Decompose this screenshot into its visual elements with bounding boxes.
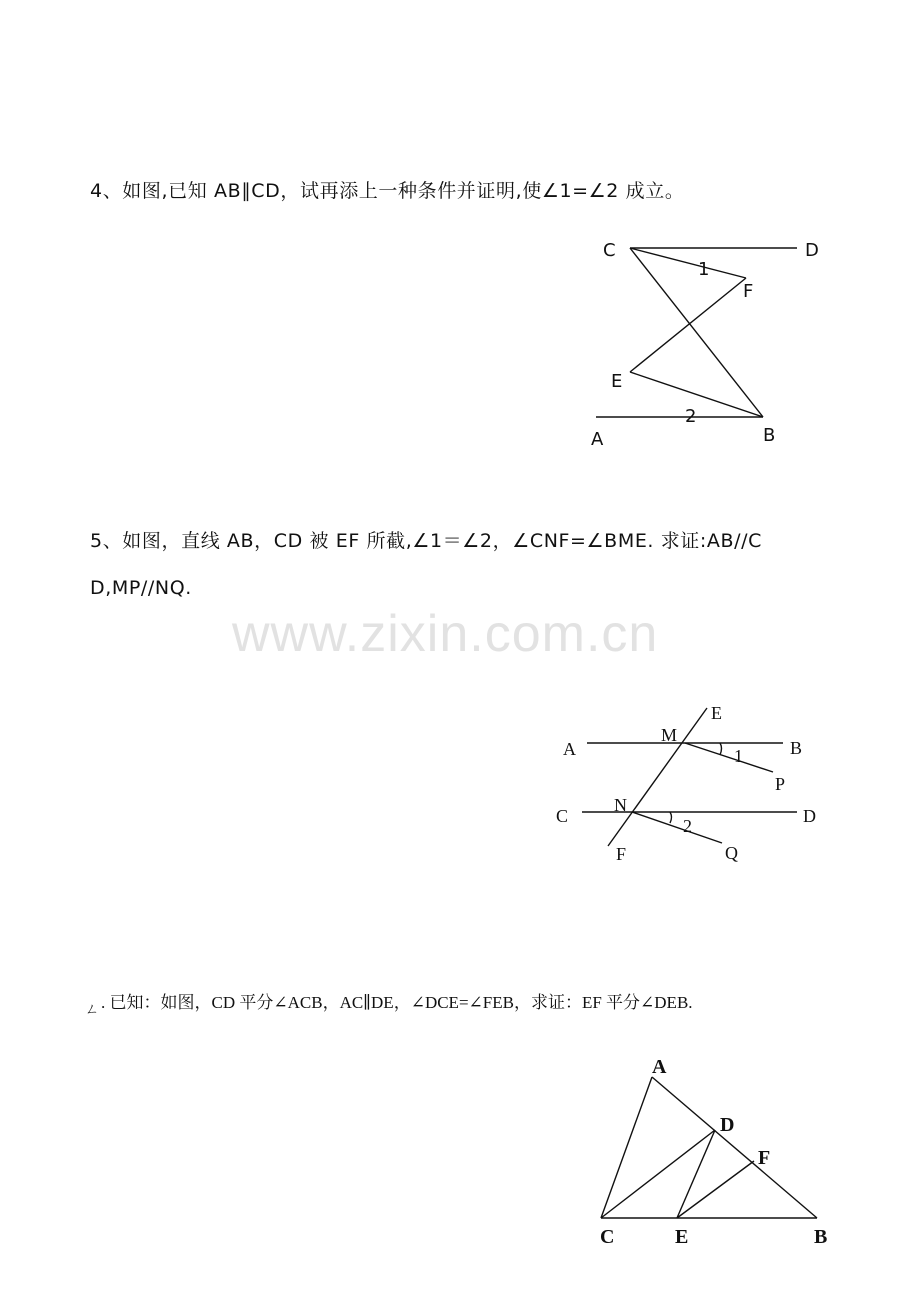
- label-n: N: [614, 795, 627, 815]
- label-c: C: [600, 1226, 615, 1248]
- label-angle-2: 2: [685, 406, 697, 427]
- label-b: B: [814, 1226, 828, 1248]
- label-a: A: [563, 739, 576, 759]
- problem-5-line-1: 5、如图，直线 AB，CD 被 EF 所截,∠1＝∠2，∠CNF=∠BME. 求证:AB//C: [90, 530, 763, 552]
- label-e: E: [675, 1226, 689, 1248]
- label-f: F: [758, 1147, 771, 1169]
- problem-4-text: 4、如图,已知 AB∥CD，试再添上一种条件并证明,使∠1=∠2 成立。: [90, 180, 685, 202]
- label-m: M: [661, 725, 678, 745]
- segment-ab: [652, 1077, 817, 1218]
- label-e: E: [711, 703, 722, 723]
- label-angle-1: 1: [734, 746, 743, 766]
- label-angle-2: 2: [683, 816, 692, 836]
- label-a: A: [591, 429, 604, 450]
- label-a: A: [652, 1056, 667, 1078]
- label-f: F: [743, 281, 754, 302]
- segment-ca: [601, 1077, 652, 1218]
- label-p: P: [775, 774, 786, 794]
- problem-5-line-2: D,MP//NQ.: [90, 577, 192, 599]
- segment-cd: [601, 1130, 715, 1218]
- label-d: D: [803, 806, 816, 826]
- label-q: Q: [725, 843, 738, 863]
- label-c: C: [556, 806, 569, 826]
- label-angle-1: 1: [698, 259, 710, 280]
- label-d: D: [720, 1114, 735, 1136]
- label-b: B: [763, 425, 776, 446]
- label-b: B: [790, 738, 803, 758]
- label-d: D: [805, 240, 819, 261]
- label-e: E: [611, 371, 623, 392]
- problem-6-text: . 已知：如图，CD 平分∠ACB，AC∥DE，∠DCE=∠FEB，求证：EF 平分∠DEB.: [101, 993, 693, 1012]
- problem-6-marker: ㄥ: [85, 1003, 99, 1018]
- label-f: F: [616, 844, 627, 864]
- label-c: C: [603, 240, 616, 261]
- watermark: www.zixin.com.cn: [232, 605, 659, 663]
